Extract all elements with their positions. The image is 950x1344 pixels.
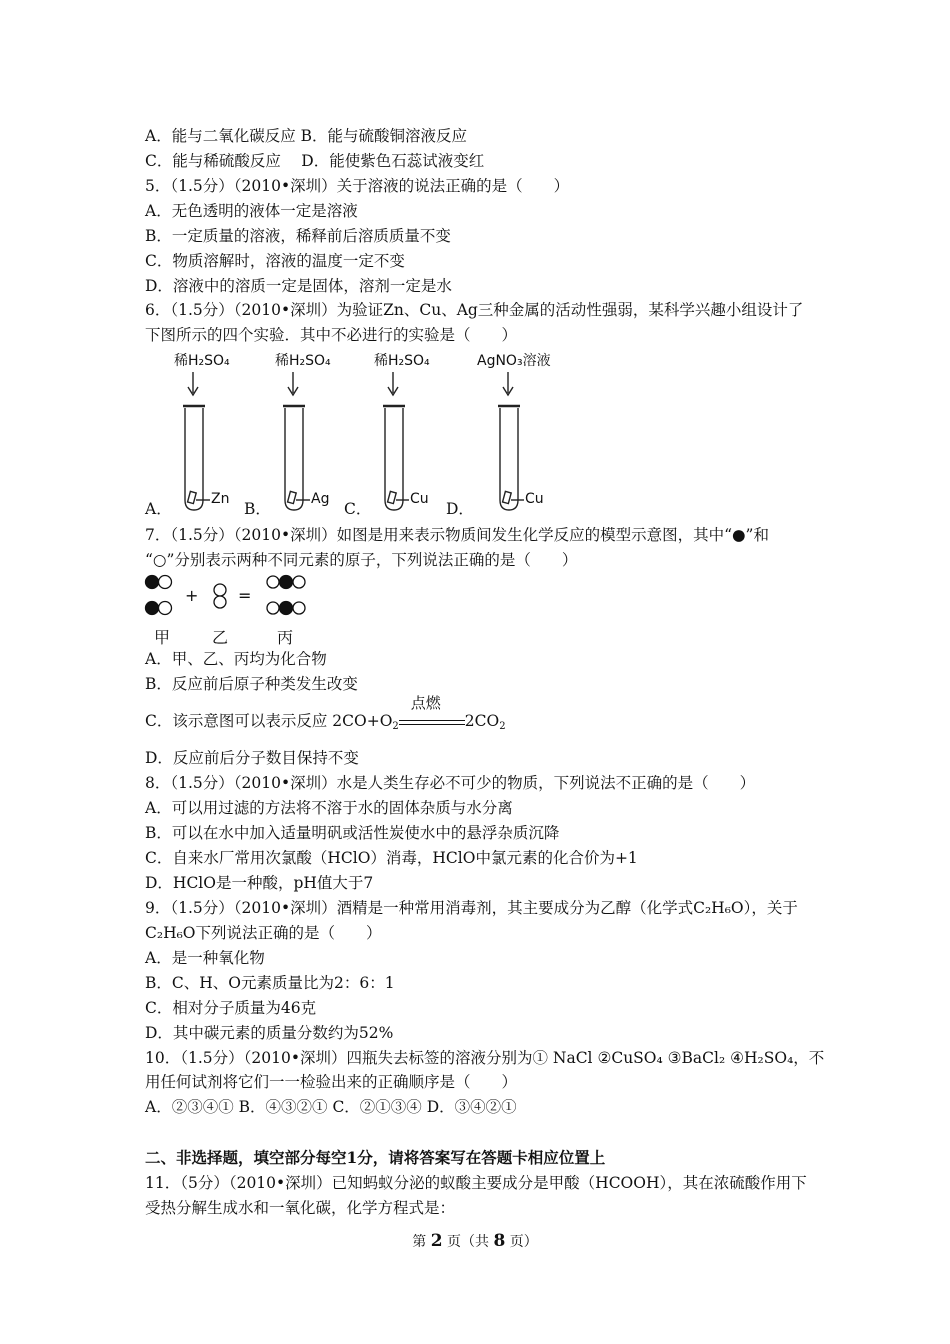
q8-option-a: A．可以用过滤的方法将不溶于水的固体杂质与水分离	[145, 799, 513, 817]
tube-d-reagent: AgNO₃溶液	[477, 353, 551, 369]
q9-stem-2: C₂H₆O下列说法正确的是（ ）	[145, 924, 382, 942]
tube-a	[185, 408, 203, 510]
footer-mid: 页（共	[447, 1234, 489, 1250]
tube-d-option: D．	[446, 500, 474, 518]
q11-stem-2: 受热分解生成水和一氧化碳，化学方程式是：	[145, 1199, 456, 1217]
q8-option-d: D．HClO是一种酸，pH值大于7	[145, 874, 374, 892]
equal-line-top	[399, 720, 465, 721]
q10-stem-2: 用任何试剂将它们一一检验出来的正确顺序是（ ）	[145, 1073, 518, 1091]
q6-stem-2: 下图所示的四个实验．其中不必进行的实验是（ ）	[145, 326, 518, 344]
tube-d-metal: Cu	[525, 491, 544, 507]
tube-b-solid	[288, 491, 297, 503]
q5-option-a: A．无色透明的液体一定是溶液	[145, 202, 358, 220]
q7-option-d: D．反应前后分子数目保持不变	[145, 749, 359, 767]
tube-a-reagent: 稀H₂SO₄	[174, 353, 230, 369]
q11-stem-1: 11．（5分）（2010•深圳）已知蚂蚁分泌的蚁酸主要成分是甲酸（HCOOH），其在浓硫酸作用下	[145, 1174, 807, 1192]
q4-options-cd: C．能与稀硫酸反应 D．能使紫色石蕊试液变红	[145, 152, 485, 170]
bing-o-atom-4	[293, 602, 305, 614]
q8-stem: 8．（1.5分）（2010•深圳）水是人类生存必不可少的物质，下列说法不正确的是（ ）	[145, 774, 756, 792]
q6-stem-1: 6．（1.5分）（2010•深圳）为验证Zn、Cu、Ag三种金属的活动性强弱，某科学兴趣小组设计了	[145, 301, 804, 319]
tube-a-option: A．	[145, 500, 172, 518]
q5-stem: 5．（1.5分）（2010•深圳）关于溶液的说法正确的是（ ）	[145, 177, 570, 195]
q8-option-b: B．可以在水中加入适量明矾或活性炭使水中的悬浮杂质沉降	[145, 824, 560, 842]
q7-option-b: B．反应前后原子种类发生改变	[145, 675, 358, 693]
molecule-svg	[140, 570, 320, 620]
tube-c-metal: Cu	[410, 491, 429, 507]
q9-option-a: A．是一种氧化物	[145, 949, 265, 967]
bing-o-atom-1	[267, 576, 279, 588]
test-tubes-svg	[0, 0, 950, 520]
q10-stem-1: 10．（1.5分）（2010•深圳）四瓶失去标签的溶液分别为① NaCl ②CuSO₄ ③BaCl₂ ④H₂SO₄，不	[145, 1049, 825, 1067]
yi-o-atom-1	[214, 584, 226, 596]
q7-c-prefix: C．该示意图可以表示反应 2CO+O	[145, 712, 393, 730]
reaction-arrow	[399, 694, 465, 729]
bing-o-atom-3	[267, 602, 279, 614]
q7-c-suffix: 2CO	[464, 712, 500, 730]
tube-d	[500, 408, 518, 510]
tube-b-reagent: 稀H₂SO₄	[275, 353, 331, 369]
reaction-condition: 点燃	[410, 694, 441, 712]
equal-line-bottom	[399, 724, 465, 725]
q7-stem-1: 7．（1.5分）（2010•深圳）如图是用来表示物质间发生化学反应的模型示意图，其中“●”和	[145, 526, 769, 544]
tube-a-solid	[188, 491, 197, 503]
tube-c-reagent: 稀H₂SO₄	[374, 353, 430, 369]
footer-page-number: 2	[430, 1231, 443, 1251]
tube-d-solid	[503, 491, 512, 503]
tube-b-option: B．	[244, 500, 271, 518]
q9-option-c: C．相对分子质量为46克	[145, 999, 317, 1017]
tube-a-metal: Zn	[211, 491, 230, 507]
footer-suffix: 页）	[509, 1234, 538, 1250]
q9-stem-1: 9．（1.5分）（2010•深圳）酒精是一种常用消毒剂，其主要成分为乙醇（化学式C₂H₆O），关于	[145, 899, 798, 917]
q9-option-b: B．C、H、O元素质量比为2：6：1	[145, 974, 395, 992]
tube-c-option: C．	[344, 500, 372, 518]
q7-stem-2: “○”分别表示两种不同元素的原子，下列说法正确的是（ ）	[145, 551, 578, 569]
jia-o-atom-1	[159, 576, 172, 589]
q7-option-a: A．甲、乙、丙均为化合物	[145, 650, 327, 668]
bing-c-atom-2	[280, 602, 293, 615]
q7-option-c: C．该示意图可以表示反应 $2CO+O_2$ 点燃 $2CO_2$	[145, 694, 506, 732]
footer-prefix: 第	[412, 1234, 427, 1250]
q10-options: A．②③④① B．④③②① C．②①③④ D．③④②①	[145, 1098, 517, 1116]
tube-c	[385, 408, 403, 510]
page-footer	[0, 1231, 950, 1251]
tube-b	[285, 408, 303, 510]
q5-option-c: C．物质溶解时，溶液的温度一定不变	[145, 252, 405, 270]
jia-c-atom-2	[146, 602, 159, 615]
bing-c-atom-1	[280, 576, 293, 589]
yi-o-atom-2	[214, 596, 226, 608]
jia-c-atom-1	[146, 576, 159, 589]
q9-option-d: D．其中碳元素的质量分数约为52%	[145, 1024, 394, 1042]
label-yi: 乙	[212, 628, 229, 647]
label-bing: 丙	[277, 628, 294, 647]
plus-sign: +	[185, 586, 199, 605]
bing-o-atom-2	[293, 576, 305, 588]
q4-options-ab: A．能与二氧化碳反应 B．能与硫酸铜溶液反应	[145, 127, 468, 145]
q5-option-b: B．一定质量的溶液，稀释前后溶质质量不变	[145, 227, 451, 245]
q5-option-d: D．溶液中的溶质一定是固体，溶剂一定是水	[145, 277, 452, 295]
tube-c-solid	[388, 491, 397, 503]
section-title: 二、非选择题，填空部分每空1分，请将答案写在答题卡相应位置上	[145, 1148, 606, 1167]
jia-o-atom-2	[159, 602, 172, 615]
footer-total-pages: 8	[493, 1231, 506, 1251]
q8-option-c: C．自来水厂常用次氯酸（HClO）消毒，HClO中氯元素的化合价为+1	[145, 849, 638, 867]
tube-b-metal: Ag	[311, 491, 330, 507]
equals-sign: =	[238, 586, 252, 605]
label-jia: 甲	[154, 628, 171, 647]
